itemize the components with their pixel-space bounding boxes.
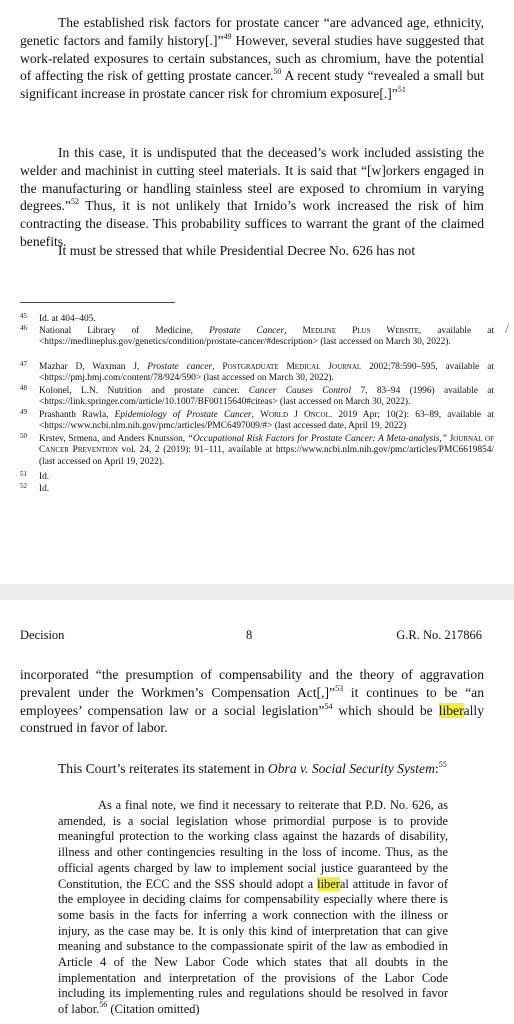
footnote-ref: 55 [438, 760, 447, 769]
footnote-47: 47 Mazhar D, Waxman J, Prostate cancer, Postgraduate Medical Journal 2002;78:590–595, available at <https://pmj.bmj.com/content/78/924/590> (last accessed on March 30, 2022). [20, 360, 495, 384]
body-paragraph-obra-intro: This Court’s reiterates its statement in Obra v. Social Security System:$^{55}$ [58, 760, 447, 776]
footnote-ref: 51 [397, 85, 406, 95]
body-paragraph-case-facts: In this case, it is undisputed that the deceased’s work included assisting the welder and machinist in cutting steel materials. It is said that “[w]orkers engaged in the manufacturing or handling stainless steel are exposed to chromium in varying degrees.”$^{52}$ Thus, it is not unlikely that Irnido’s work increased the risk of him contracting the disease. This probability suffices to warrant the grant of the claimed benefits. [20, 145, 484, 249]
margin-pen-mark: / [505, 322, 509, 337]
search-highlight: liber [317, 876, 340, 891]
footnote-52: 52 Id. [20, 482, 50, 494]
header-document-type: Decision [20, 628, 65, 642]
footnote-49: 49 Prashanth Rawla, Epidemiology of Prostate Cancer, World J Oncol. 2019 Apr; 10(2): 63–89, available at <https://www.ncbi.nlm.nih.gov/pmc/articles/PMC6497009/#> (last accessed date, April 19, 2022) [20, 408, 494, 432]
footnote-ref: 56 [99, 1000, 108, 1010]
body-paragraph-compensability: incorporated “the presumption of compensability and the theory of aggravation prevalent under the Workmen’s Compensation Act[,]”$^{53}$ it continues to be “an employees’ compensation law or a social legislation”$^{54}$ which should be liberally construed in favor of labor. [20, 667, 484, 736]
footnote-ref: 50 [273, 67, 282, 77]
header-case-number: G.R. No. 217866 [396, 628, 482, 642]
body-paragraph-pd-626: It must be stressed that while Presidential Decree No. 626 has not [58, 243, 416, 258]
body-paragraph-risk-factors: The established risk factors for prostate cancer “are advanced age, ethnicity, genetic factors and family history[.]”$^{49}$ However, several studies have suggested that work-related exposures to certain substances, such as chromium, have the potential of affecting the risk of getting prostate cancer.$^{50}$ A recent study “revealed a small but significant increase in prostate cancer risk for chromium exposure[.]”$^{51}$ [20, 15, 485, 102]
header-page-number: 8 [246, 628, 253, 642]
footnote-48: 48 Kolonel, L.N. Nutrition and prostate cancer. Cancer Causes Control 7, 83–94 (1996) available at <https://link.springer.com/article/10.1007/BF00115640#citeas> (last accessed on March 30, 2022). [20, 384, 494, 408]
search-highlight: liber [438, 702, 464, 718]
page-separator [0, 584, 514, 600]
footnote-ref: 49 [223, 31, 232, 41]
footnote-45: 45 Id. at 404–405. [20, 312, 96, 324]
footnote-ref: 54 [324, 701, 333, 711]
footnote-ref: 52 [70, 197, 79, 207]
case-citation: Obra v. Social Security System [267, 761, 435, 776]
footnote-separator [20, 302, 175, 303]
footnote-46: 46 National Library of Medicine, Prostate Cancer, Medline Plus Website, available at <https://medlineplus.gov/genetics/condition/prostate-cancer/#description> (last accessed on March 30, 2022). [20, 324, 494, 348]
footnote-51: 51 Id. [20, 470, 50, 482]
block-quote: As a final note, we find it necessary to reiterate that P.D. No. 626, as amended, is a social legislation whose primordial purpose is to provide meaningful protection to the working class against the hazards of disability, illness and other contingencies resulting in the loss of income. Thus, as the official agents charged by law to implement social justice guaranteed by the Constitution, the ECC and the SSS should adopt a liberal attitude in favor of the employee in deciding claims for compensability especially where there is some basis in the facts for inferring a work connection with the illness or injury, as the case may be. It is only this kind of interpretation that can give meaning and substance to the compassionate spirit of the law as embodied in Article 4 of the New Labor Code which states that all doubts in the implementation and interpretation of the provisions of the Labor Code including its implementing rules and regulations should be resolved in favor of labor.$^{56}$ (Citation omitted) [58, 798, 448, 1017]
footnote-ref: 53 [335, 683, 344, 693]
footnote-50: 50 Krstev, Srmena, and Anders Knutsson, “Occupational Risk Factors for Prostate Cancer: A Meta-analysis,” Journal of Cancer Prevention vol. 24, 2 (2019): 91–111, available at https://www.ncbi.nlm.nih.gov/pmc/articles/PMC6619854/ (last accessed on April 19, 2022). [20, 432, 494, 467]
